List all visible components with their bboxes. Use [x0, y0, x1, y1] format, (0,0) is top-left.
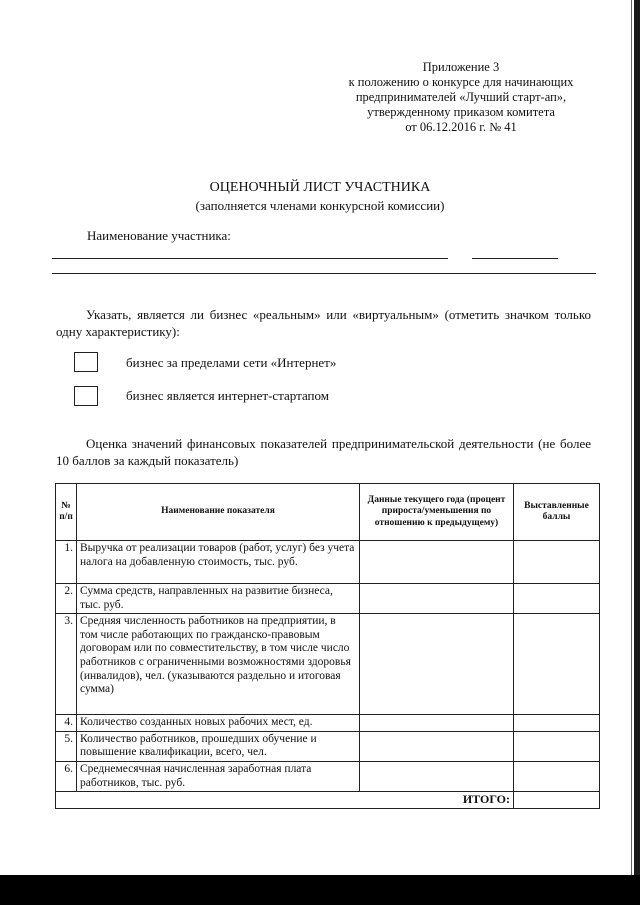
scan-edge	[634, 0, 640, 875]
appendix-line: Приложение 3	[422, 60, 500, 74]
row-score-cell[interactable]	[514, 614, 600, 715]
appendix-line: утвержденному приказом комитета	[367, 105, 555, 119]
total-label: ИТОГО:	[56, 792, 514, 809]
row-score-cell[interactable]	[514, 584, 600, 614]
header-current-year-data: Данные текущего года (процент прироста/уменьшения по отношению к предыдущему)	[360, 484, 514, 541]
appendix-line: к положению о конкурсе для начинающих	[348, 75, 574, 89]
evaluation-table	[55, 483, 600, 809]
table-row	[56, 541, 600, 584]
scan-bottom-bar	[0, 875, 640, 905]
checkbox-internet-label: бизнес является интернет-стартапом	[126, 388, 329, 403]
appendix-line: от 06.12.2016 г. № 41	[405, 120, 517, 134]
row-score-cell[interactable]	[514, 715, 600, 732]
participant-name-line-3[interactable]	[52, 273, 596, 274]
document-subtitle: (заполняется членами конкурсной комиссии)	[195, 198, 445, 213]
header-indicator-name: Наименование показателя	[77, 484, 360, 541]
header-num: № п/п	[56, 484, 77, 541]
row-score-cell[interactable]	[514, 761, 600, 791]
row-data-cell[interactable]	[360, 614, 514, 715]
appendix-header	[330, 60, 592, 135]
row-indicator: Выручка от реализации товаров (работ, услуг) без учета налога на добавленную стоимость, тыс. руб.	[77, 541, 360, 584]
table-total-row	[56, 792, 600, 809]
row-num: 1.	[56, 541, 77, 584]
business-type-question: Указать, является ли бизнес «реальным» или «виртуальным» (отметить значком только одну характеристику):	[56, 307, 591, 339]
table-header-row	[56, 484, 600, 541]
table-row	[56, 761, 600, 791]
checkbox-offline-business[interactable]	[74, 352, 98, 372]
row-score-cell[interactable]	[514, 731, 600, 761]
table-row	[56, 614, 600, 715]
header-score: Выставленные баллы	[514, 484, 600, 541]
checkbox-internet-startup[interactable]	[74, 386, 98, 406]
scan-edge-line	[631, 0, 632, 875]
checkbox-offline-label: бизнес за пределами сети «Интернет»	[126, 355, 337, 370]
participant-name-label: Наименование участника:	[87, 228, 231, 243]
row-data-cell[interactable]	[360, 584, 514, 614]
row-indicator: Количество работников, прошедших обучение и повышение квалификации, всего, чел.	[77, 731, 360, 761]
row-data-cell[interactable]	[360, 731, 514, 761]
row-indicator: Сумма средств, направленных на развитие бизнеса, тыс. руб.	[77, 584, 360, 614]
table-row	[56, 715, 600, 732]
row-num: 5.	[56, 731, 77, 761]
total-score-cell[interactable]	[514, 792, 600, 809]
financial-indicators-intro: Оценка значений финансовых показателей предпринимательской деятельности (не более 10 баллов за каждый показатель)	[56, 436, 591, 468]
row-num: 6.	[56, 761, 77, 791]
row-num: 3.	[56, 614, 77, 715]
row-data-cell[interactable]	[360, 761, 514, 791]
row-data-cell[interactable]	[360, 541, 514, 584]
row-indicator: Количество созданных новых рабочих мест, ед.	[77, 715, 360, 732]
table-row	[56, 584, 600, 614]
row-score-cell[interactable]	[514, 541, 600, 584]
row-num: 2.	[56, 584, 77, 614]
participant-name-line[interactable]	[52, 258, 448, 259]
row-indicator: Среднемесячная начисленная заработная плата работников, тыс. руб.	[77, 761, 360, 791]
appendix-line: предпринимателей «Лучший старт-ап»,	[355, 90, 567, 104]
document-title: ОЦЕНОЧНЫЙ ЛИСТ УЧАСТНИКА	[209, 180, 431, 195]
row-num: 4.	[56, 715, 77, 732]
row-data-cell[interactable]	[360, 715, 514, 732]
table-row	[56, 731, 600, 761]
row-indicator: Средняя численность работников на предприятии, в том числе работающих по гражданско-правовым договорам или по совместительству, в том числе число работников с ограниченными возможностями здоровья (инвалидов), чел. (указываются раздельно и итоговая сумма)	[77, 614, 360, 715]
participant-name-line-2[interactable]	[472, 258, 558, 259]
